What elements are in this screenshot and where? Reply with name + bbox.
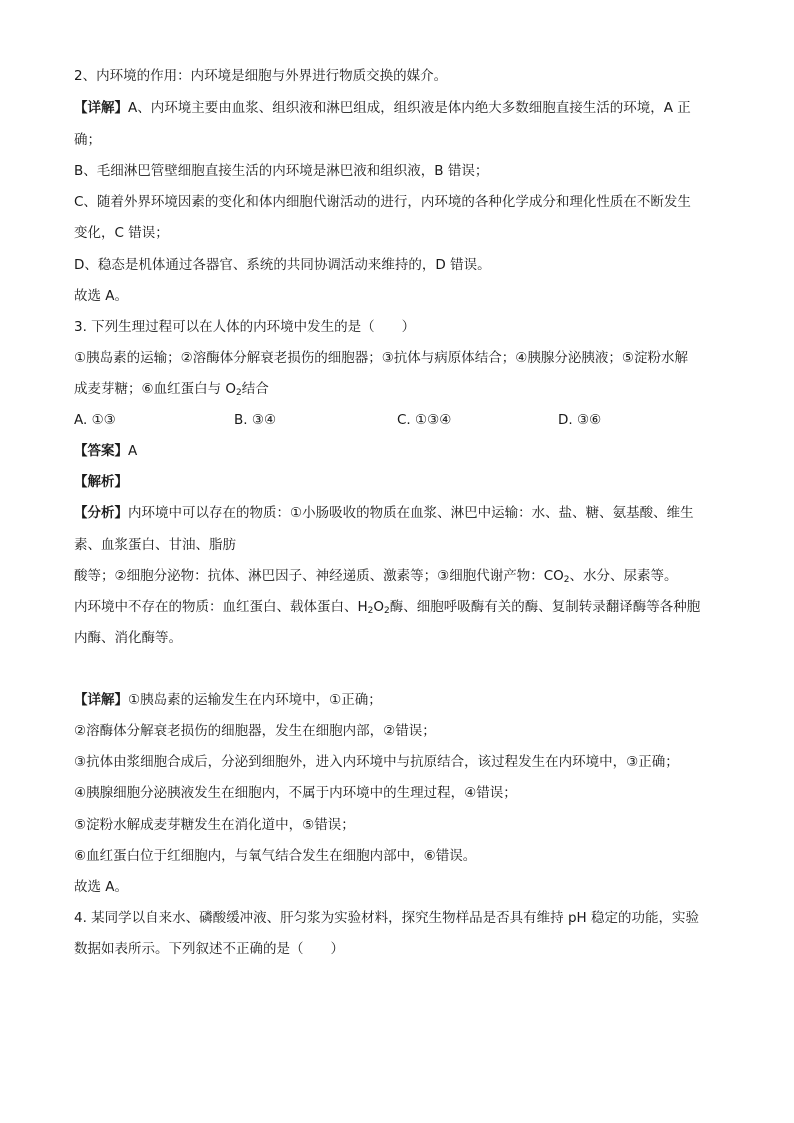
q4-stem-line1: 4. 某同学以自来水、磷酸缓冲液、肝匀浆为实验材料，探究生物样品是否具有维持 pH 稳定的功能，实验 <box>74 910 699 926</box>
q3-detail-2: ②溶酶体分解衰老损伤的细胞器，发生在细胞内部，②错误； <box>74 723 436 739</box>
q4-stem-line2: 数据如表所示。下列叙述不正确的是（ ） <box>74 941 344 957</box>
analyze-4-sub2: 2 <box>384 606 390 616</box>
q3-answer <box>74 441 734 461</box>
analyze-4c: 酶、细胞呼吸酶有关的酶、复制转录翻译酶等各种胞 <box>389 599 701 615</box>
analyze-4a: 内环境中不存在的物质：血红蛋白、载体蛋白、H <box>74 599 368 615</box>
q2-function-line: 2、内环境的作用：内环境是细胞与外界进行物质交换的媒介。 <box>74 68 448 84</box>
q3-analyze-line3 <box>74 566 734 590</box>
q2-detail-d: D、稳态是机体通过各器官、系统的共同协调活动来维持的，D 错误。 <box>74 257 491 273</box>
detail-tag-2: 【详解】 <box>74 692 128 708</box>
q3-choose: 故选 A。 <box>74 879 129 895</box>
detail-tag: 【详解】 <box>74 100 128 116</box>
q3-detail-6: ⑥血红蛋白位于红细胞内，与氧气结合发生在细胞内部中，⑥错误。 <box>74 848 477 864</box>
q3-analysis-tag <box>74 472 734 492</box>
detail-1-text: ①胰岛素的运输发生在内环境中，①正确； <box>128 692 382 708</box>
analyze-text-1: 内环境中可以存在的物质：①小肠吸收的物质在血浆、淋巴中运输：水、盐、糖、氨基酸、维生 <box>128 505 694 521</box>
q2-detail-a-line1 <box>74 98 734 118</box>
analyze-3b: 、水分、尿素等。 <box>569 568 678 584</box>
q2-choose: 故选 A。 <box>74 288 129 304</box>
q3-stem: 3. 下列生理过程可以在人体的内环境中发生的是（ ） <box>74 319 416 335</box>
detail-a-text: A、内环境主要由血浆、组织液和淋巴组成，组织液是体内绝大多数细胞直接生活的环境，A 正 <box>128 100 691 116</box>
analyze-4-sub1: 2 <box>367 606 374 616</box>
analyze-3-sub: 2 <box>563 575 570 585</box>
q3-detail-3: ③抗体由浆细胞合成后，分泌到细胞外，进入内环境中与抗原结合，该过程发生在内环境中，③正确； <box>74 754 679 770</box>
option-a: A. ①③ <box>74 412 116 428</box>
q3-items2-sub: 2 <box>236 388 242 398</box>
q3-items2-a: 成麦芽糖；⑥血红蛋白与 O <box>74 381 237 397</box>
analyze-4b: O <box>373 599 385 615</box>
analyze-3a: 酸等；②细胞分泌物：抗体、淋巴因子、神经递质、激素等；③细胞代谢产物：CO <box>74 568 564 584</box>
answer-value: A <box>128 443 138 459</box>
option-b: B. ③④ <box>234 412 277 428</box>
answer-tag: 【答案】 <box>74 443 128 459</box>
q2-detail-c-line1: C、随着外界环境因素的变化和体内细胞代谢活动的进行，内环境的各种化学成分和理化性质在不断发生 <box>74 194 691 210</box>
q3-detail-5: ⑤淀粉水解成麦芽糖发生在消化道中，⑤错误； <box>74 817 355 833</box>
q3-detail-1 <box>74 690 734 710</box>
q2-detail-b: B、毛细淋巴管壁细胞直接生活的内环境是淋巴液和组织液，B 错误； <box>74 163 489 179</box>
q2-detail-a-line2: 确； <box>74 132 101 148</box>
analyze-tag: 【分析】 <box>74 505 128 521</box>
q3-analyze-line2: 素、血浆蛋白、甘油、脂肪 <box>74 537 236 553</box>
q3-detail-4: ④胰腺细胞分泌胰液发生在细胞内，不属于内环境中的生理过程，④错误； <box>74 785 517 801</box>
q3-items-line2 <box>74 379 734 403</box>
q3-items-line1: ①胰岛素的运输；②溶酶体分解衰老损伤的细胞器；③抗体与病原体结合；④胰腺分泌胰液；⑤淀粉水解 <box>74 350 689 366</box>
q3-analyze-line5: 内酶、消化酶等。 <box>74 630 182 646</box>
q3-items2-b: 结合 <box>241 381 269 397</box>
analysis-tag: 【解析】 <box>74 474 128 490</box>
option-c: C. ①③④ <box>397 412 452 428</box>
option-d: D. ③⑥ <box>558 412 602 428</box>
q2-detail-c-line2: 变化，C 错误； <box>74 225 169 241</box>
q3-analyze-line4 <box>74 597 734 621</box>
q3-analyze-line1 <box>74 503 734 523</box>
